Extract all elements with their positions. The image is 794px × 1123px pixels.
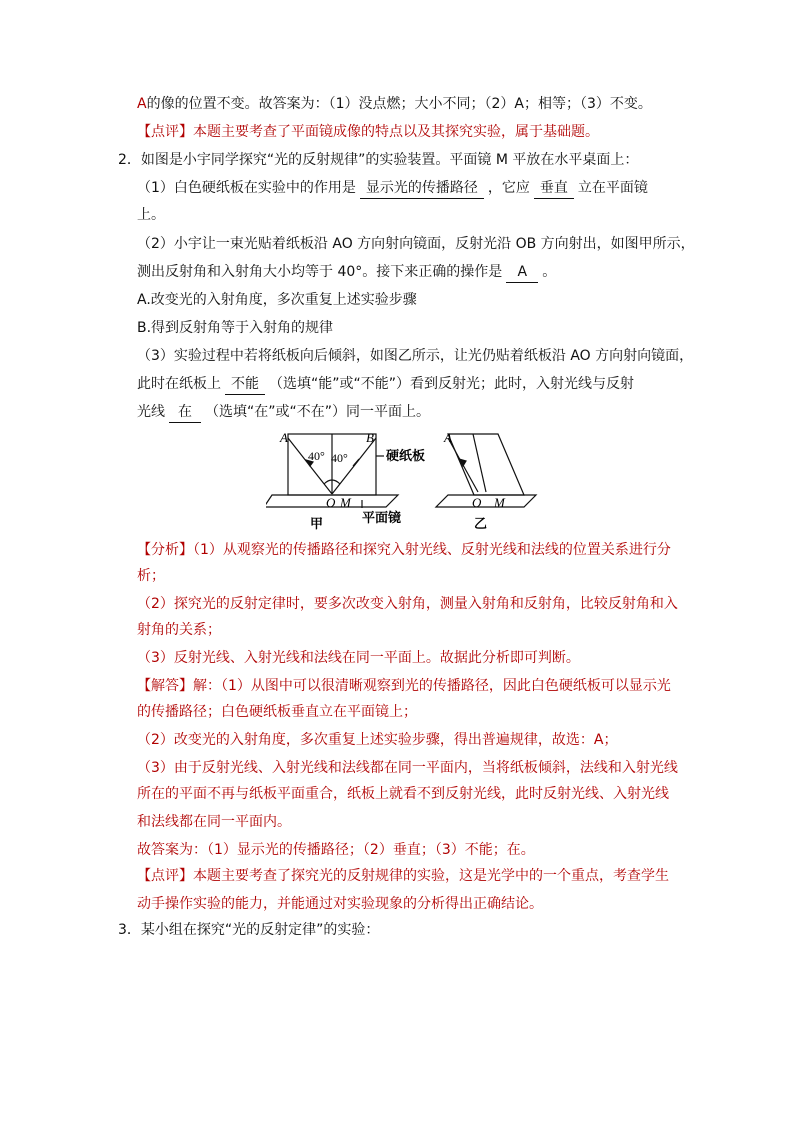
prev-answer-line xyxy=(137,94,652,114)
tilted-board xyxy=(448,434,524,495)
question-2-stem: 2．如图是小宇同学探究“光的反射规律”的实验装置。平面镜 M 平放在水平桌面上： xyxy=(118,152,639,168)
q2-p3-answer2: 在 xyxy=(169,402,201,423)
reflected-arrow xyxy=(353,459,359,466)
angle-label-2: 40° xyxy=(331,451,348,465)
prev-answer-text: 的像的位置不变。故答案为：（1）没点燃；大小不同；（2）A；相等；（3）不变。 xyxy=(146,96,652,112)
angle-label-1: 40° xyxy=(308,449,325,463)
solution-text1: 解：（1）从图中可以很清晰观察到光的传播路径，因此白色硬纸板可以显示光 xyxy=(193,678,671,694)
q2-p1-text: （1）白色硬纸板在实验中的作用是 xyxy=(137,180,356,196)
prev-comment xyxy=(137,122,599,142)
solution-line2: 的传播路径；白色硬纸板垂直立在平面镜上； xyxy=(137,704,417,720)
q2-part3-cont xyxy=(137,374,634,395)
comment-tag: 【点评】 xyxy=(137,124,193,140)
q2-p2-text: 测出反射角和入射角大小均等于 40°。接下来正确的操作是 xyxy=(137,264,503,280)
comment2-line2: 动手操作实验的能力，并能通过对实验现象的分析得出正确结论。 xyxy=(137,896,543,912)
solution-line5: 所在的平面不再与纸板平面重合，纸板上就看不到反射光线，此时反射光线、入射光线 xyxy=(137,786,669,802)
q2-p3-text2: （选填“能”或“不能”）看到反射光；此时，入射光线与反射 xyxy=(269,376,635,392)
board-label: 硬纸板 xyxy=(386,448,426,463)
solution-line6: 和法线都在同一平面内。 xyxy=(137,814,291,830)
angle-arc-left xyxy=(324,480,332,484)
q2-p1-text3: 立在平面镜 xyxy=(577,180,648,196)
label-a-yi: A xyxy=(444,430,452,445)
comment2-line1 xyxy=(137,866,669,886)
answer-option-letter: A xyxy=(137,96,147,112)
label-a-jia: A xyxy=(280,430,288,445)
comment-text: 本题主要考查了平面镜成像的特点以及其探究实验，属于基础题。 xyxy=(193,124,599,140)
caption-yi: 乙 xyxy=(474,516,488,531)
q2-part2-cont xyxy=(137,262,556,283)
q2-p1-answer1: 显示光的传播路径 xyxy=(360,178,484,199)
q2-part1-cont: 上。 xyxy=(137,207,165,223)
solution-tag: 【解答】 xyxy=(137,678,193,694)
angle-arc-right xyxy=(332,480,340,484)
label-o-yi: O xyxy=(472,495,482,510)
label-b: B xyxy=(366,430,374,445)
q2-p2-end: 。 xyxy=(542,264,557,280)
normal-line-yi xyxy=(473,434,486,492)
q2-p3-text3: 光线 xyxy=(137,404,165,420)
option-a: A.改变光的入射角度，多次重复上述实验步骤 xyxy=(137,292,417,308)
mirror-label: 平面镜 xyxy=(362,510,402,525)
solution-line4: （3）由于反射光线、入射光线和法线都在同一平面内，当将纸板倾斜，法线和入射光线 xyxy=(137,760,678,776)
analysis-tag: 【分析】 xyxy=(137,542,193,558)
q2-p1-text2: ，它应 xyxy=(487,180,530,196)
label-m-yi: M xyxy=(494,495,505,510)
q2-part1 xyxy=(137,178,648,199)
caption-jia: 甲 xyxy=(310,516,324,531)
q2-part3-cont2 xyxy=(137,402,430,423)
analysis-line1 xyxy=(137,540,671,560)
solution-line1 xyxy=(137,676,671,696)
analysis-line2: 析； xyxy=(137,568,165,584)
comment2-tag: 【点评】 xyxy=(137,868,193,884)
q2-p1-answer2: 垂直 xyxy=(534,178,574,199)
q2-p3-answer1: 不能 xyxy=(225,374,265,395)
comment2-text1: 本题主要考查了探究光的反射规律的实验，这是光学中的一个重点，考查学生 xyxy=(193,868,669,884)
q2-p3-text: 此时在纸板上 xyxy=(137,376,221,392)
solution-line7: 故答案为：（1）显示光的传播路径；（2）垂直；（3）不能；在。 xyxy=(137,842,535,858)
q2-p2-answer: A xyxy=(506,262,538,283)
analysis-line5: （3）反射光线、入射光线和法线在同一平面上。故据此分析即可判断。 xyxy=(137,650,580,666)
analysis-line4: 射角的关系； xyxy=(137,622,221,638)
solution-line3: （2）改变光的入射角度，多次重复上述实验步骤，得出普遍规律，故选：A； xyxy=(137,732,618,748)
label-o-jia: O xyxy=(326,495,336,510)
label-m-jia: M xyxy=(340,495,351,510)
q2-part2: （2）小宇让一束光贴着纸板沿 AO 方向射向镜面，反射光沿 OB 方向射出，如图甲所示， xyxy=(137,236,695,252)
option-b: B.得到反射角等于入射角的规律 xyxy=(137,320,334,336)
q2-p3-text4: （选填“在”或“不在”）同一平面上。 xyxy=(205,404,431,420)
q2-part3: （3）实验过程中若将纸板向后倾斜，如图乙所示，让光仍贴着纸板沿 AO 方向射向镜面， xyxy=(137,348,694,364)
experiment-figure xyxy=(266,428,556,532)
reflected-ray xyxy=(332,438,376,494)
analysis-text1: （1）从观察光的传播路径和探究入射光线、反射光线和法线的位置关系进行分 xyxy=(193,542,671,558)
mirror-plate-yi xyxy=(436,495,536,507)
question-3-stem: 3．某小组在探究“光的反射定律”的实验： xyxy=(118,922,380,938)
analysis-line3: （2）探究光的反射定律时，要多次改变入射角，测量入射角和反射角，比较反射角和入 xyxy=(137,596,678,612)
